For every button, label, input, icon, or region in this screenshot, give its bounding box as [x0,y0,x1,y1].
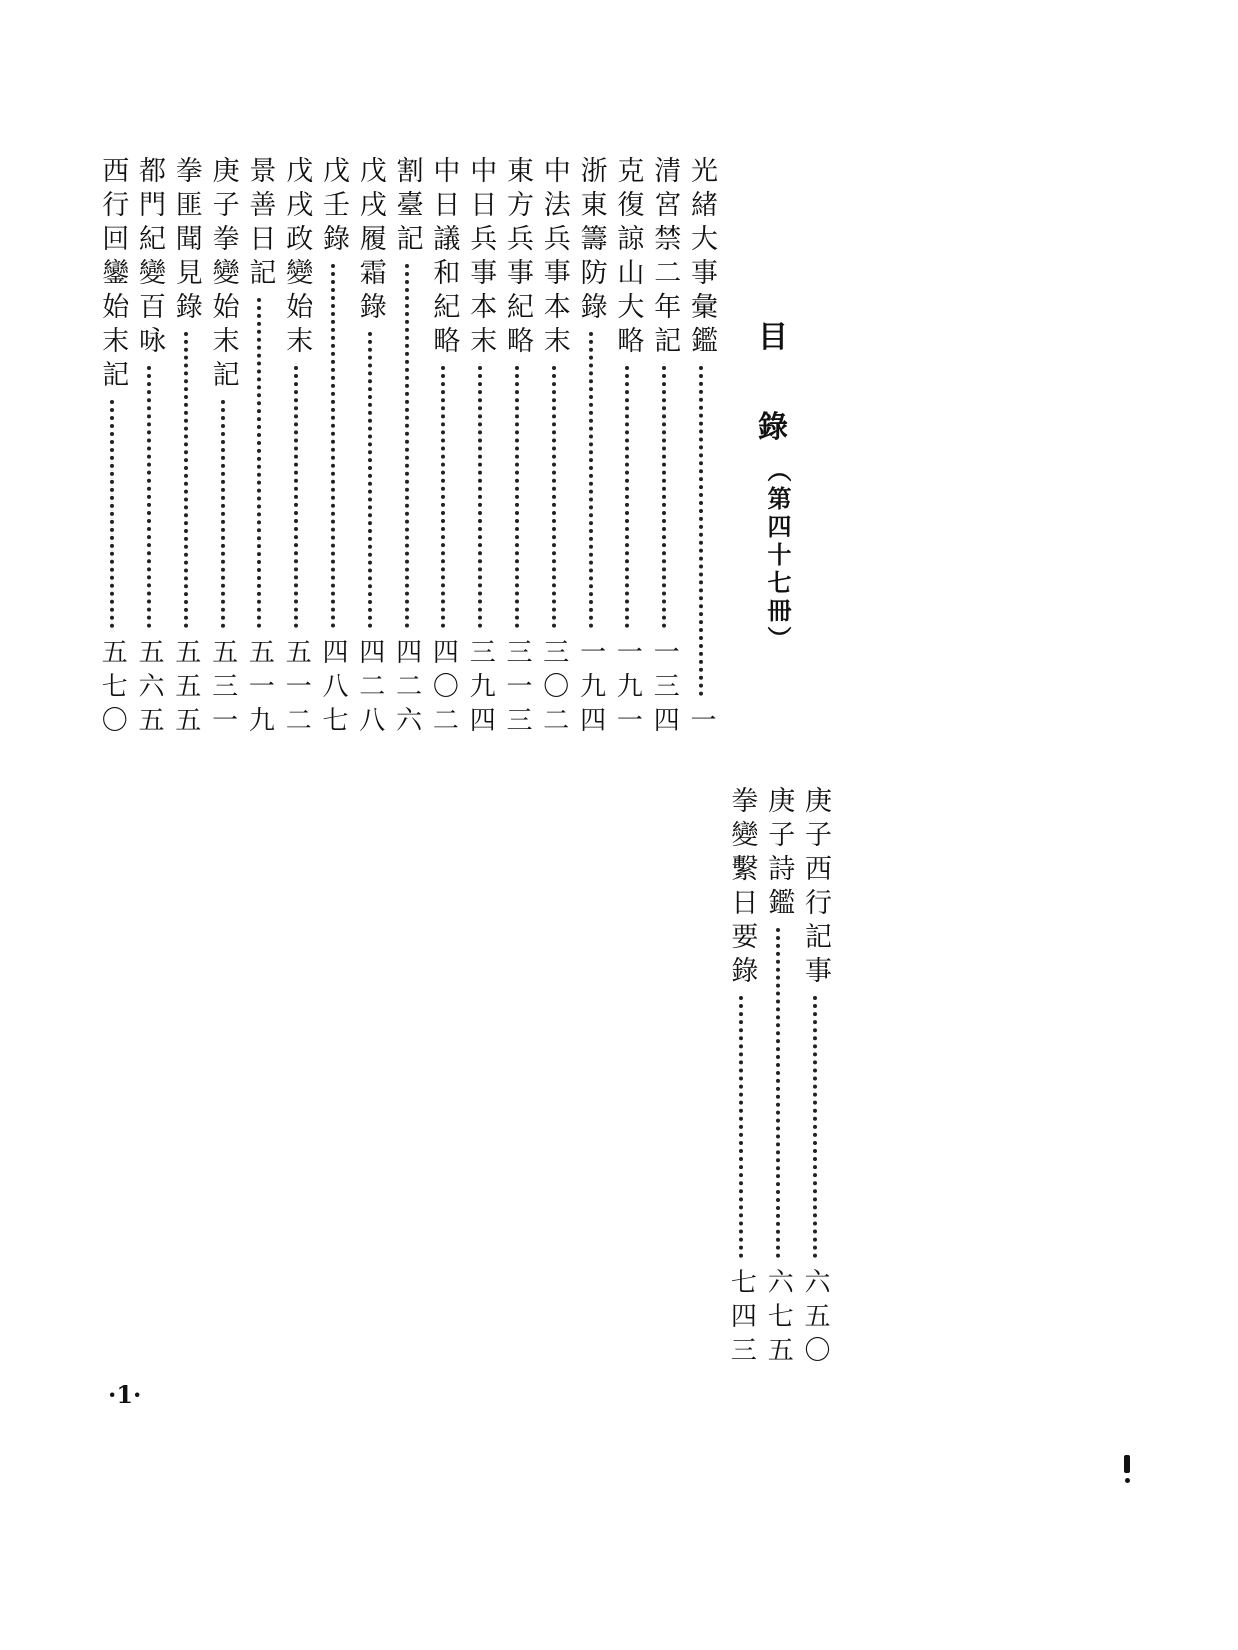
entry-title: 拳匪聞見錄 [170,156,202,326]
entry-page: 四八七 [318,638,348,740]
toc-entry [647,156,681,740]
toc-entry [610,156,644,740]
entry-page: 四二八 [354,638,385,740]
toc-entry [279,156,313,740]
dot-leader [405,264,409,628]
dot-leader [368,332,372,628]
entry-title: 庚子拳變始末記 [207,156,239,394]
toc-entry [537,156,571,740]
entry-title: 清宮禁二年記 [649,156,681,360]
scan-mark [1125,1478,1130,1483]
toc-entry [206,156,240,740]
entry-page: 四〇二 [428,638,459,740]
entry-title: 中日議和紀略 [428,156,460,360]
entry-page: 四二六 [391,638,422,740]
entry-page: 五一九 [244,638,275,740]
toc-entry [169,156,203,740]
toc-entry [463,156,497,740]
entry-title: 光緒大事彙鑑 [686,156,717,360]
entry-title: 克復諒山大略 [612,156,644,360]
page-number: ·1· [108,1380,142,1409]
entry-title: 浙東籌防錄 [575,156,607,326]
dot-leader [478,366,482,628]
dot-leader [110,400,114,628]
entry-title: 庚子詩鑑 [763,786,795,922]
entry-page: 一九四 [575,638,606,740]
dot-leader [739,996,743,1258]
entry-page: 一三四 [649,638,680,740]
dot-leader [184,332,188,628]
toc-entry [316,156,350,740]
entry-title: 戊戌政變始末 [281,156,313,360]
dot-leader [257,298,261,628]
entry-page: 七四三 [726,1268,757,1370]
entry-page: 五五五 [170,638,201,740]
toc-entry [242,156,276,740]
dot-leader [294,366,298,628]
toc-entry [390,156,424,740]
heading-volume: （第四十七冊） [763,458,792,654]
dot-leader [813,996,817,1258]
entry-page: 三一三 [502,638,532,740]
dot-leader [515,366,519,628]
entry-title: 東方兵事紀略 [502,156,533,360]
heading-title-char-1: 目 [758,320,788,355]
entry-title: 中日兵事本末 [465,156,497,360]
toc-entry [798,786,832,1370]
entry-page: 五六五 [134,638,164,740]
entry-page: 三〇二 [538,638,569,740]
dot-leader [441,366,445,628]
entry-title: 戊戌履霜錄 [354,156,386,326]
entry-page: 三九四 [465,638,496,740]
toc-entry [95,156,129,740]
entry-title: 戊壬錄 [318,156,349,258]
toc-entry [132,156,166,740]
entry-page: 六七五 [763,1268,794,1370]
dot-leader [625,366,629,628]
entry-page: 五七〇 [97,638,128,740]
entry-page: 六五〇 [800,1268,830,1370]
scan-mark [1124,1455,1130,1473]
entry-title: 中法兵事本末 [538,156,570,360]
entry-title: 都門紀變百咏 [134,156,165,360]
dot-leader [589,332,593,628]
entry-title: 庚子西行記事 [800,786,831,990]
dot-leader [552,366,556,628]
toc-entry [500,156,534,740]
toc-entry [426,156,460,740]
toc-entry [574,156,608,740]
toc-entry [761,786,795,1370]
entry-title: 景善日記 [244,156,276,292]
entry-title: 割臺記 [391,156,423,258]
toc-entry [684,156,718,740]
dot-leader [221,400,225,628]
entry-page: 五一二 [281,638,312,740]
entry-page: 五三一 [207,638,238,740]
dot-leader [147,366,151,628]
dot-leader [662,366,666,628]
entry-page: 一 [686,706,716,740]
toc-entry [353,156,387,740]
toc-entry [724,786,758,1370]
entry-page: 一九一 [612,638,643,740]
entry-title: 西行回鑾始末記 [97,156,129,394]
dot-leader [699,366,703,696]
entry-title: 拳變繫日要錄 [726,786,758,990]
dot-leader [776,928,780,1258]
dot-leader [331,264,335,628]
heading-title-char-2: 錄 [758,410,788,445]
